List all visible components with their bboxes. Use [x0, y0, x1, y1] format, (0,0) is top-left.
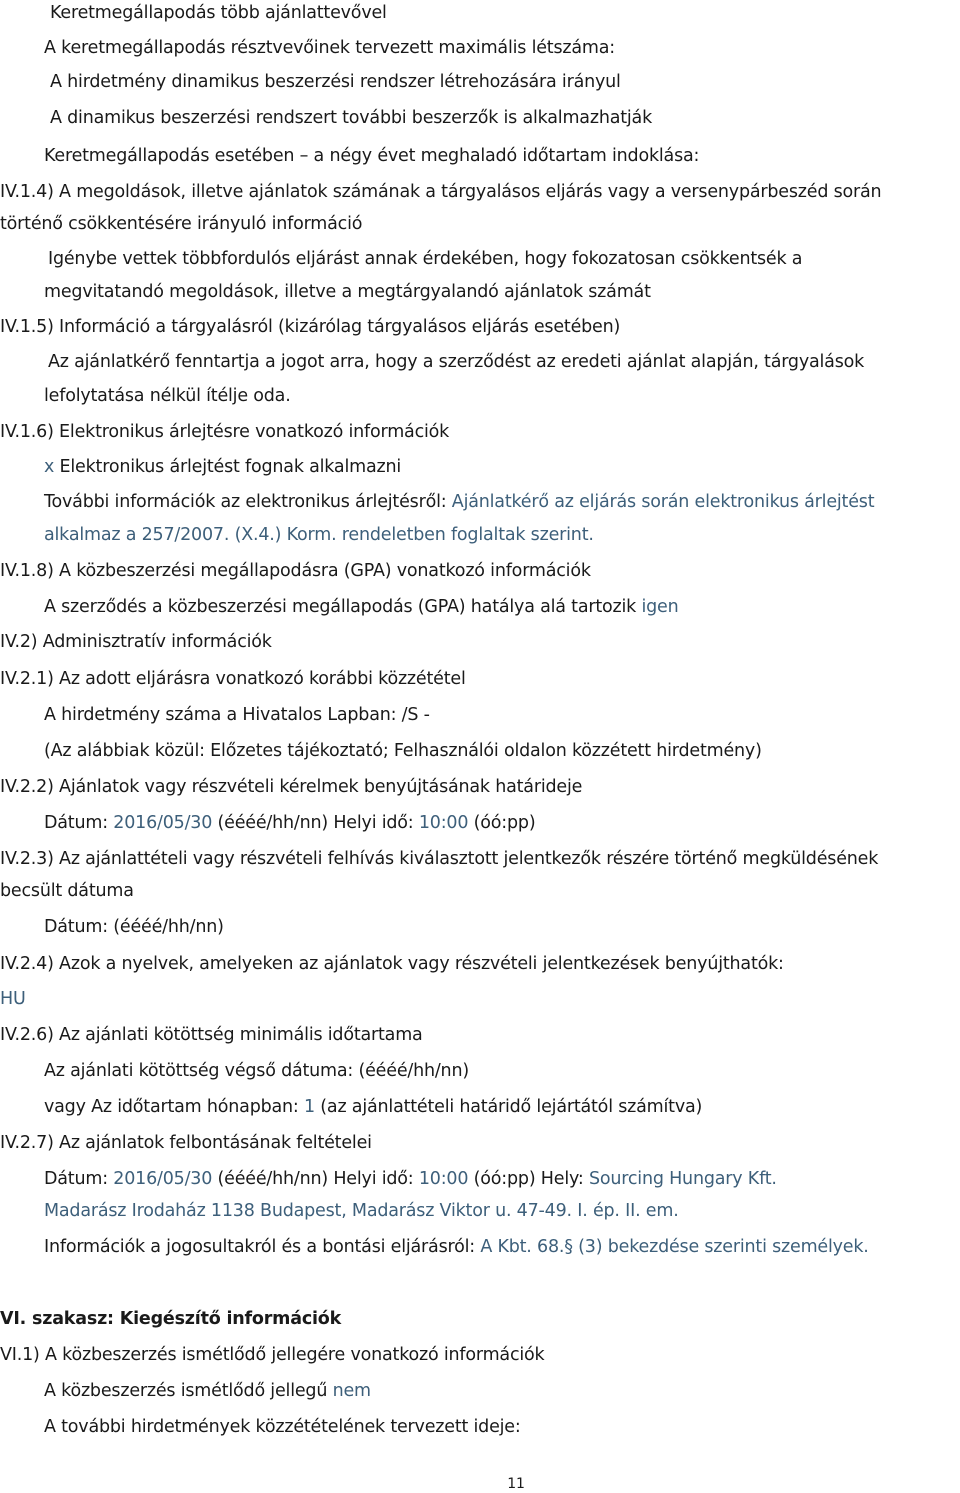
opening-time-value: 10:00	[418, 1169, 469, 1189]
deadline-time-value: 10:00	[418, 813, 469, 833]
languages-value: HU	[0, 989, 26, 1009]
eauction-used-label: Elektronikus árlejtést fognak alkalmazni	[54, 457, 402, 477]
section-iv-1-6-heading: IV.1.6) Elektronikus árlejtésre vonatkozó információk	[0, 422, 450, 442]
section-iv-1-4-heading: IV.1.4) A megoldások, illetve ajánlatok számának a tárgyalásos eljárás vagy a versenypárbeszéd során	[0, 182, 882, 202]
section-iv-2-3-heading-cont: becsült dátuma	[0, 881, 134, 901]
section-iv-2-3-heading: IV.2.3) Az ajánlattételi vagy részvételi felhívás kiválasztott jelentkezők részére történő megküldésének	[0, 849, 879, 869]
line-framework-multiple: Keretmegállapodás több ajánlattevővel	[50, 3, 387, 23]
deadline-date-label: Dátum:	[44, 813, 114, 833]
section-iv-2-heading: IV.2) Adminisztratív információk	[0, 632, 272, 652]
attendees-label: Információk a jogosultakról és a bontási eljárásról:	[44, 1237, 481, 1257]
line-bid-validity-date: Az ajánlati kötöttség végső dátuma: (éééé/hh/nn)	[44, 1061, 469, 1081]
line-multi-stage-procedure-cont: megvitatandó megoldások, illetve a megtárgyalandó ajánlatok számát	[44, 282, 651, 302]
section-iv-2-7-heading: IV.2.7) Az ajánlatok felbontásának feltételei	[0, 1133, 372, 1153]
validity-months-value: 1	[304, 1097, 315, 1117]
deadline-date-value: 2016/05/30	[113, 813, 213, 833]
validity-months-label: vagy Az időtartam hónapban:	[44, 1097, 304, 1117]
eauction-info-value: Ajánlatkérő az eljárás során elektronikus árlejtést	[451, 492, 875, 512]
gpa-coverage-value: igen	[641, 597, 679, 617]
section-iv-1-4-heading-cont: történő csökkentésére irányuló információ	[0, 214, 363, 234]
line-submission-deadline	[44, 812, 535, 834]
line-notice-types: (Az alábbiak közül: Előzetes tájékoztató; Felhasználói oldalon közzétett hirdetmény)	[44, 741, 762, 761]
line-recurrent-procurement	[44, 1380, 371, 1402]
section-iv-1-8-heading: IV.1.8) A közbeszerzési megállapodásra (GPA) vonatkozó információk	[0, 561, 591, 581]
section-vi-title: VI. szakasz: Kiegészítő információk	[0, 1309, 342, 1329]
line-dynamic-purchasing-setup: A hirdetmény dinamikus beszerzési rendszer létrehozására irányul	[50, 72, 621, 92]
line-framework-max-participants: A keretmegállapodás résztvevőinek tervezett maximális létszáma:	[44, 38, 615, 58]
line-opening-datetime	[44, 1168, 777, 1190]
section-iv-2-4-heading: IV.2.4) Azok a nyelvek, amelyeken az ajánlatok vagy részvételi jelentkezések benyújthatók:	[0, 954, 784, 974]
line-opening-address: Madarász Irodaház 1138 Budapest, Madarász Viktor u. 47-49. I. ép. II. em.	[44, 1201, 679, 1221]
validity-months-note: (az ajánlattételi határidő lejártától számítva)	[314, 1097, 703, 1117]
line-bid-validity-months	[44, 1096, 702, 1118]
opening-date-value: 2016/05/30	[113, 1169, 213, 1189]
line-multi-stage-procedure: Igénybe vettek többfordulós eljárást annak érdekében, hogy fokozatosan csökkentsék a	[48, 249, 803, 269]
line-eauction-info	[44, 491, 874, 513]
section-iv-2-2-heading: IV.2.2) Ajánlatok vagy részvételi kérelmek benyújtásának határideje	[0, 777, 583, 797]
line-dynamic-purchasing-others: A dinamikus beszerzési rendszert további beszerzők is alkalmazhatják	[50, 108, 653, 128]
line-opening-attendees	[44, 1236, 869, 1258]
deadline-time-label: (éééé/hh/nn) Helyi idő:	[212, 813, 419, 833]
section-iv-2-1-heading: IV.2.1) Az adott eljárásra vonatkozó korábbi közzététel	[0, 669, 466, 689]
recurrent-value: nem	[332, 1381, 371, 1401]
deadline-time-format: (óó:pp)	[468, 813, 536, 833]
opening-place-label: (óó:pp) Hely:	[468, 1169, 589, 1189]
recurrent-label: A közbeszerzés ismétlődő jellegű	[44, 1381, 333, 1401]
section-vi-1-heading: VI.1) A közbeszerzés ismétlődő jellegére vonatkozó információk	[0, 1345, 545, 1365]
page-number: 11	[507, 1476, 525, 1492]
opening-date-label: Dátum:	[44, 1169, 114, 1189]
line-invitation-date: Dátum: (éééé/hh/nn)	[44, 917, 224, 937]
line-eauction-used	[44, 456, 401, 478]
section-iv-2-6-heading: IV.2.6) Az ajánlati kötöttség minimális időtartama	[0, 1025, 423, 1045]
line-framework-justification: Keretmegállapodás esetében – a négy évet meghaladó időtartam indoklása:	[44, 146, 700, 166]
section-iv-1-5-heading: IV.1.5) Információ a tárgyalásról (kizárólag tárgyalásos eljárás esetében)	[0, 317, 621, 337]
eauction-check-mark: x	[44, 457, 55, 477]
line-negotiation-right: Az ajánlatkérő fenntartja a jogot arra, hogy a szerződést az eredeti ajánlat alapján, tárgyalások	[48, 352, 865, 372]
gpa-coverage-label: A szerződés a közbeszerzési megállapodás (GPA) hatálya alá tartozik	[44, 597, 642, 617]
line-notice-number: A hirdetmény száma a Hivatalos Lapban: /S -	[44, 705, 430, 725]
attendees-value: A Kbt. 68.§ (3) bekezdése szerinti személyek.	[480, 1237, 869, 1257]
line-eauction-info-cont: alkalmaz a 257/2007. (X.4.) Korm. rendeletben foglaltak szerint.	[44, 525, 594, 545]
line-gpa-coverage	[44, 596, 678, 618]
opening-place-value: Sourcing Hungary Kft.	[588, 1169, 777, 1189]
eauction-info-label: További információk az elektronikus árlejtésről:	[44, 492, 452, 512]
opening-time-label: (éééé/hh/nn) Helyi idő:	[212, 1169, 419, 1189]
line-negotiation-right-cont: lefolytatása nélkül ítélje oda.	[44, 386, 291, 406]
line-future-notices: A további hirdetmények közzétételének tervezett ideje:	[44, 1417, 521, 1437]
